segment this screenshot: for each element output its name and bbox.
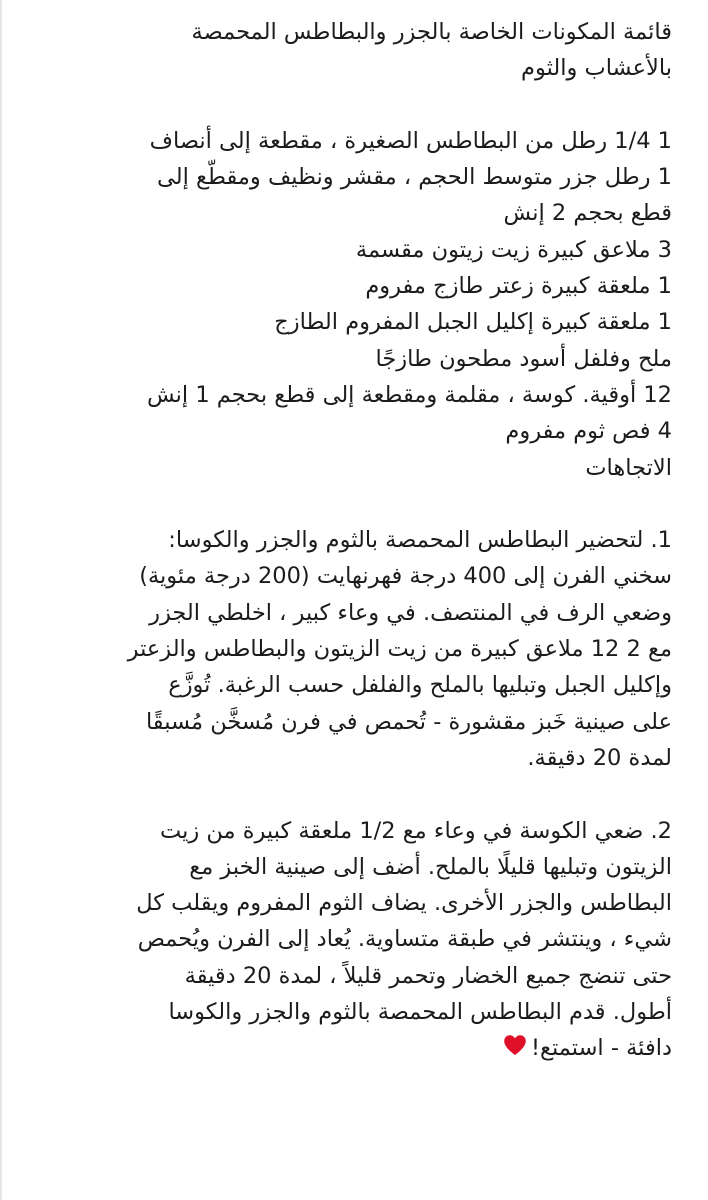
step-last-line <box>18 1030 672 1067</box>
ingredients-list <box>18 123 672 450</box>
blank-line <box>18 486 672 522</box>
step-line: البطاطس والجزر الأخرى. يضاف الثوم المفروم ويقلب كل <box>136 890 672 917</box>
blank-line <box>18 776 672 812</box>
step-1 <box>18 522 672 776</box>
step-line: الزيتون وتبليها قليلًا بالملح. أضف إلى صينية الخبز مع <box>189 853 672 880</box>
ingredient-line: 4 فص ثوم مفروم <box>505 418 672 445</box>
step-line: لمدة 20 دقيقة. <box>527 744 672 771</box>
step-line: وإكليل الجبل وتبليها بالملح والفلفل حسب الرغبة. تُوزَّع <box>168 672 672 699</box>
ingredient-line: قطع بحجم 2 إنش <box>503 200 672 227</box>
red-heart-icon <box>503 1031 527 1067</box>
title-line-2: بالأعشاب والثوم <box>521 55 672 82</box>
step-line: مع 2 12 ملاعق كبيرة من زيت الزيتون والبطاطس والزعتر <box>127 636 672 663</box>
ingredient-line: 1 1/4 رطل من البطاطس الصغيرة ، مقطعة إلى أنصاف <box>149 127 672 154</box>
title-line-1: قائمة المكونات الخاصة بالجزر والبطاطس المحمصة <box>191 19 672 45</box>
blank-line <box>18 87 672 123</box>
step-line: على صينية خَبز مقشورة - تُحمص في فرن مُسخَّن مُسبقًا <box>145 708 672 735</box>
step-line: 2. ضعي الكوسة في وعاء مع 1/2 ملعقة كبيرة من زيت <box>160 817 672 844</box>
ingredient-line: ملح وفلفل أسود مطحون طازجًا <box>375 345 672 372</box>
recipe-note[interactable] <box>18 14 672 1067</box>
step-line: أطول. قدم البطاطس المحمصة بالثوم والجزر والكوسا <box>168 999 672 1026</box>
step-2 <box>18 813 672 1067</box>
left-edge-divider <box>0 0 2 1200</box>
ingredient-line: 1 رطل جزر متوسط الحجم ، مقشر ونظيف ومقطّع إلى <box>157 164 672 191</box>
ingredient-line: 1 ملعقة كبيرة إكليل الجبل المفروم الطازج <box>274 309 672 336</box>
step-line: 1. لتحضير البطاطس المحمصة بالثوم والجزر والكوسا: <box>168 527 672 554</box>
step-line: سخني الفرن إلى 400 درجة فهرنهايت (200 درجة مئوية) <box>139 563 672 590</box>
ingredient-line: 3 ملاعق كبيرة زيت زيتون مقسمة <box>355 236 672 263</box>
step-line: شيء ، وينتشر في طبقة متساوية. يُعاد إلى الفرن ويُحمص <box>137 926 672 953</box>
ingredient-line: 1 ملعقة كبيرة زعتر طازج مفروم <box>365 273 672 300</box>
step-line: وضعي الرف في المنتصف. في وعاء كبير ، اخلطي الجزر <box>149 599 672 626</box>
ingredient-line: 12 أوقية. كوسة ، مقلمة ومقطعة إلى قطع بحجم 1 إنش <box>146 381 672 408</box>
directions-heading: الاتجاهات <box>585 454 672 481</box>
step-last-text: دافئة - استمتع! <box>531 1035 672 1062</box>
step-line: حتى تنضج جميع الخضار وتحمر قليلاً ، لمدة 20 دقيقة <box>184 962 672 989</box>
